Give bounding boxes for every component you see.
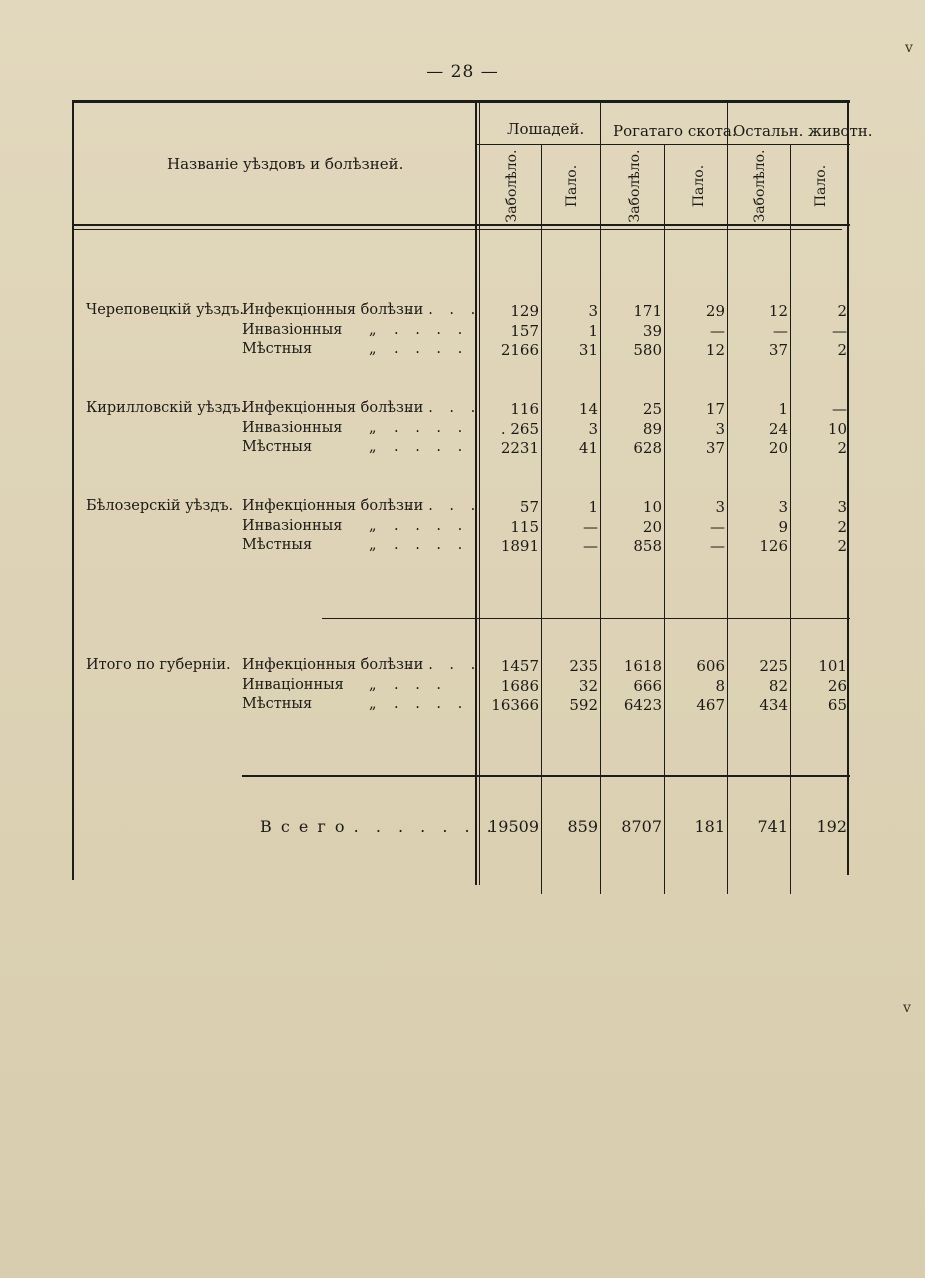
cell-value: 3 — [715, 419, 725, 438]
cell-value: 467 — [696, 696, 725, 714]
cell-value: 2 — [837, 517, 847, 536]
cell-value: — — [583, 517, 598, 536]
cell-value: 666 — [633, 676, 662, 695]
row-label-header: Названіе уѣздовъ и болѣзней. — [167, 155, 404, 173]
cell-value: 10 — [642, 498, 662, 516]
ditto-mark: „ — [369, 537, 377, 553]
table-right-rule — [847, 100, 849, 875]
cell-value: 31 — [578, 341, 598, 359]
ditto-mark: „ — [369, 419, 377, 436]
total-value: 8707 — [621, 817, 662, 836]
table-left-rule — [72, 100, 74, 880]
disease-label: Инфекціонныя болѣзни — [242, 498, 424, 514]
group-header-other-animals: Остальн. животн. — [733, 122, 873, 140]
cell-value: 1618 — [623, 657, 662, 675]
group-header-cattle: Рогатаго скота. — [613, 122, 737, 140]
label-column-rule — [475, 100, 477, 885]
subheader-fell-ill-horses: Заболѣло. — [504, 149, 520, 223]
cell-value: 1457 — [500, 657, 539, 675]
cell-value: 3 — [837, 498, 847, 516]
leader-dots: . . . . — [407, 498, 482, 514]
cell-value: 3 — [588, 302, 598, 320]
cell-value: 39 — [642, 321, 662, 340]
cell-value: 37 — [705, 439, 725, 457]
cell-value: 129 — [510, 302, 539, 320]
cell-value: 2 — [837, 439, 847, 457]
cell-value: 25 — [642, 400, 662, 418]
district-name: Кирилловскій уѣздъ. — [86, 400, 246, 416]
cell-value: 101 — [818, 657, 847, 675]
section-rule — [322, 618, 850, 619]
cell-value: 3 — [778, 498, 788, 516]
cell-value: 14 — [578, 400, 598, 418]
cell-value: 12 — [768, 302, 788, 320]
cell-value: 2231 — [500, 439, 539, 457]
cell-value: 2 — [837, 302, 847, 320]
cell-value: 41 — [578, 439, 598, 457]
cell-value: 24 — [768, 419, 788, 438]
subheader-died-horses: Пало. — [564, 164, 580, 208]
col-rule-2 — [600, 100, 601, 894]
ditto-mark: „ — [369, 341, 377, 357]
disease-label: Инваціонныя — [242, 676, 344, 693]
cell-value: — — [710, 517, 725, 536]
disease-label: Инфекціонныя болѣзни — [242, 657, 424, 673]
margin-mark: ⅴ — [903, 1000, 911, 1016]
cell-value: 20 — [642, 517, 662, 536]
ditto-mark: „ — [369, 439, 377, 455]
total-value: 19509 — [488, 817, 539, 836]
disease-label: Мѣстныя — [242, 439, 313, 455]
cell-value: 1 — [588, 321, 598, 340]
cell-value: 592 — [569, 696, 598, 714]
cell-value: — — [583, 537, 598, 555]
total-value: 181 — [694, 817, 725, 836]
cell-value: 57 — [519, 498, 539, 516]
cell-value: 82 — [768, 676, 788, 695]
leader-dots: . . . . — [407, 657, 482, 673]
cell-value: 235 — [569, 657, 598, 675]
total-top-rule — [242, 775, 850, 777]
total-label — [260, 817, 498, 836]
cell-value: 89 — [642, 419, 662, 438]
cell-value: 32 — [578, 676, 598, 695]
cell-value: 434 — [759, 696, 788, 714]
leader-dots: . . . . — [394, 321, 469, 338]
leader-dots: . . . . — [394, 517, 469, 534]
cell-value: 1686 — [500, 676, 539, 695]
cell-value: 1 — [588, 498, 598, 516]
disease-label: Инвазіонныя — [242, 419, 343, 436]
total-dots: . . . . . . . — [353, 817, 498, 836]
col-rule-4 — [727, 100, 728, 894]
district-name: Бѣлозерскій уѣздъ. — [86, 498, 234, 514]
cell-value: 3 — [588, 419, 598, 438]
cell-value: — — [832, 321, 847, 340]
leader-dots: . . . . — [394, 341, 469, 357]
subheader-fell-ill-cattle: Заболѣло. — [627, 149, 643, 223]
cell-value: 2166 — [500, 341, 539, 359]
leader-dots: . . . . — [394, 537, 469, 553]
cell-value: 12 — [705, 341, 725, 359]
cell-value: 126 — [759, 537, 788, 555]
table-top-rule — [72, 100, 850, 103]
cell-value: 29 — [705, 302, 725, 320]
cell-value: 171 — [633, 302, 662, 320]
cell-value: 2 — [837, 341, 847, 359]
total-value: 741 — [757, 817, 788, 836]
page-number: — 28 — — [426, 62, 499, 82]
disease-label: Инфекціонныя болѣзни — [242, 302, 424, 318]
disease-label: Инфекціонныя болѣзни — [242, 400, 424, 416]
leader-dots: . . . . — [394, 439, 469, 455]
cell-value: 17 — [705, 400, 725, 418]
leader-dots: . . . — [394, 676, 448, 693]
ditto-mark: „ — [369, 321, 377, 338]
cell-value: 65 — [827, 696, 847, 714]
cell-value: 10 — [827, 419, 847, 438]
ditto-mark: „ — [369, 696, 377, 712]
margin-mark: ⅴ — [905, 40, 913, 56]
header-bottom-rule — [72, 224, 850, 226]
cell-value: 580 — [633, 341, 662, 359]
leader-dots: . . . . — [407, 302, 482, 318]
total-value: 192 — [816, 817, 847, 836]
total-label-text: В с е г о — [260, 817, 347, 836]
cell-value: 2 — [837, 537, 847, 555]
subheader-fell-ill-other: Заболѣло. — [752, 149, 768, 223]
leader-dots: . . . . — [394, 696, 469, 712]
disease-label: Инвазіонныя — [242, 517, 343, 534]
cell-value: — — [832, 400, 847, 418]
cell-value: 16366 — [491, 696, 539, 714]
disease-label: Мѣстныя — [242, 537, 313, 553]
cell-value: 606 — [696, 657, 725, 675]
cell-value: 37 — [768, 341, 788, 359]
cell-value: — — [710, 321, 725, 340]
district-name: Итого по губерніи. — [86, 657, 231, 673]
cell-value: 115 — [510, 517, 539, 536]
cell-value: 1891 — [500, 537, 539, 555]
cell-value: 1 — [778, 400, 788, 418]
cell-value: 858 — [633, 537, 662, 555]
group-header-horses: Лошадей. — [507, 120, 585, 138]
cell-value: 9 — [778, 517, 788, 536]
disease-label: Мѣстныя — [242, 341, 313, 357]
cell-value: 26 — [827, 676, 847, 695]
cell-value: 628 — [633, 439, 662, 457]
cell-value: 116 — [510, 400, 539, 418]
leader-dots: . . . . — [394, 419, 469, 436]
disease-label: Мѣстныя — [242, 696, 313, 712]
leader-dots: . . . . — [407, 400, 482, 416]
cell-value: 157 — [510, 321, 539, 340]
cell-value: 225 — [759, 657, 788, 675]
ditto-mark: „ — [369, 676, 377, 693]
cell-value: 6423 — [623, 696, 662, 714]
total-value: 859 — [567, 817, 598, 836]
cell-value: 3 — [715, 498, 725, 516]
cell-value: 8 — [715, 676, 725, 695]
cell-value: — — [773, 321, 788, 340]
disease-label: Инвазіонныя — [242, 321, 343, 338]
statistics-table — [72, 100, 873, 885]
subheader-died-cattle: Пало. — [691, 164, 707, 208]
cell-value: — — [710, 537, 725, 555]
label-column-rule-2 — [479, 100, 480, 885]
district-name: Череповецкій уѣздъ. — [86, 302, 245, 318]
subheader-died-other: Пало. — [813, 164, 829, 208]
ditto-mark: „ — [369, 517, 377, 534]
cell-value: . 265 — [500, 419, 539, 438]
cell-value: 20 — [768, 439, 788, 457]
